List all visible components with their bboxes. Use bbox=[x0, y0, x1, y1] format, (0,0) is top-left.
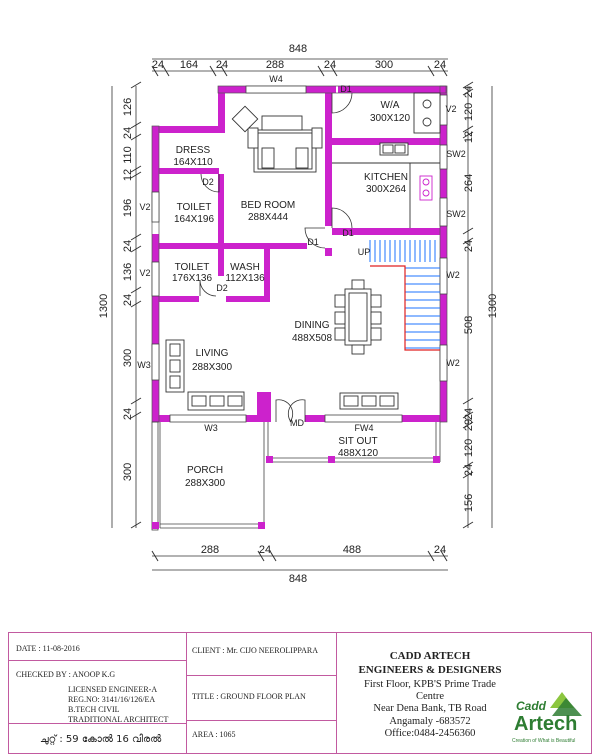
sitout-sofa bbox=[340, 393, 398, 409]
room-size-sitout: 488X120 bbox=[337, 448, 379, 459]
dim-left-seg: 136 bbox=[122, 262, 134, 282]
dim-top-seg: 300 bbox=[374, 59, 394, 71]
room-size-dress: 164X110 bbox=[173, 157, 213, 168]
dim-right-seg: 24 bbox=[463, 463, 475, 477]
room-size-toilet: 164X196 bbox=[173, 214, 215, 225]
room-size-porch: 288X300 bbox=[184, 478, 226, 489]
architect-text: TRADITIONAL ARCHITECT bbox=[68, 715, 169, 724]
room-name-sitout: SIT OUT bbox=[338, 436, 378, 447]
label-w3: W3 bbox=[137, 360, 151, 370]
divider bbox=[336, 632, 337, 754]
room-size-living: 288X300 bbox=[191, 362, 233, 373]
dim-left-seg: 300 bbox=[122, 348, 134, 368]
room-name-wash: WASH bbox=[230, 262, 260, 273]
label-v2: V2 bbox=[445, 104, 457, 114]
label-d1: D1 bbox=[340, 84, 352, 94]
room-size-kitchen: 300X264 bbox=[365, 184, 407, 195]
label-w2: W2 bbox=[446, 270, 460, 280]
company-logo bbox=[512, 686, 590, 748]
bed bbox=[232, 106, 322, 172]
svg-text:Creation of What is Beautiful: Creation of What is Beautiful bbox=[512, 738, 576, 744]
label-md: MD bbox=[290, 418, 304, 428]
room-name-wa: W/A bbox=[380, 100, 400, 111]
label-d2: D2 bbox=[202, 177, 214, 187]
dim-right-seg: 24 bbox=[463, 407, 475, 421]
address-line: First Floor, KPB'S Prime Trade bbox=[364, 679, 496, 690]
dim-top-seg: 24 bbox=[215, 59, 229, 71]
label-up: UP bbox=[357, 247, 371, 257]
label-w2: W2 bbox=[446, 358, 460, 368]
address-line: Office:0484-2456360 bbox=[384, 728, 476, 739]
room-name-porch: PORCH bbox=[186, 465, 224, 476]
checked-by-text: CHECKED BY : ANOOP K.G bbox=[16, 670, 116, 679]
dim-left-seg: 12 bbox=[122, 168, 134, 182]
dim-right-seg: 156 bbox=[463, 493, 475, 513]
room-size-toilet-2: 176X136 bbox=[171, 273, 213, 284]
dim-left-seg: 24 bbox=[122, 126, 134, 140]
room-size-dining: 488X508 bbox=[291, 333, 333, 344]
label-d1: D1 bbox=[307, 237, 319, 247]
address-line: Centre bbox=[416, 691, 444, 702]
dim-left-seg: 126 bbox=[122, 97, 134, 117]
room-name-kitchen: KITCHEN bbox=[364, 172, 408, 183]
dim-right-seg: 12 bbox=[463, 130, 475, 144]
date-text: DATE : 11-08-2016 bbox=[16, 644, 80, 653]
dim-left-seg: 300 bbox=[122, 462, 134, 482]
divider bbox=[8, 660, 186, 661]
dim-right-seg: 24 bbox=[463, 239, 475, 253]
dim-right-seg: 24 bbox=[463, 85, 475, 99]
dim-bottom-seg: 24 bbox=[433, 544, 447, 556]
address-line: Near Dena Bank, TB Road bbox=[373, 703, 487, 714]
label-d2: D2 bbox=[216, 283, 228, 293]
dim-top-seg: 24 bbox=[151, 59, 165, 71]
dining-set bbox=[335, 280, 381, 354]
room-name-dining: DINING bbox=[294, 320, 330, 331]
degree-text: B.TECH CIVIL bbox=[68, 705, 120, 714]
svg-text:Cadd: Cadd bbox=[516, 699, 546, 713]
divider bbox=[186, 720, 336, 721]
label-d1: D1 bbox=[342, 228, 354, 238]
room-name-toilet-2: TOILET bbox=[174, 262, 210, 273]
dim-top-seg: 24 bbox=[323, 59, 337, 71]
porch-outline bbox=[152, 422, 440, 530]
dim-left-seg: 196 bbox=[122, 198, 134, 218]
company-name: CADD ARTECH bbox=[389, 650, 471, 662]
title-text: TITLE : GROUND FLOOR PLAN bbox=[192, 692, 306, 701]
divider bbox=[186, 675, 336, 676]
dim-left-total: 1300 bbox=[98, 293, 110, 319]
dim-right-seg: 120 bbox=[463, 102, 475, 122]
dim-left-seg: 24 bbox=[122, 407, 134, 421]
dim-left-seg: 24 bbox=[122, 293, 134, 307]
room-name-bedroom: BED ROOM bbox=[240, 200, 296, 211]
label-v2: V2 bbox=[139, 202, 151, 212]
dim-right-seg: 264 bbox=[463, 173, 475, 193]
room-size-bedroom: 288X444 bbox=[247, 212, 289, 223]
dim-bottom-seg: 24 bbox=[258, 544, 272, 556]
address-line: Angamaly -683572 bbox=[389, 716, 471, 727]
room-size-wash: 112X136 bbox=[225, 273, 265, 284]
label-w4: W4 bbox=[269, 74, 283, 84]
dim-top-seg: 288 bbox=[265, 59, 285, 71]
svg-text:Artech: Artech bbox=[514, 713, 578, 735]
licensed-text: LICENSED ENGINEER-A bbox=[68, 685, 158, 694]
dim-right-seg: 120 bbox=[463, 438, 475, 458]
label-sw2: SW2 bbox=[446, 209, 466, 219]
label-fw4: FW4 bbox=[354, 423, 374, 433]
reg-text: REG.NO: 3141/16/126/EA bbox=[68, 695, 156, 704]
dim-right-total: 1300 bbox=[487, 293, 499, 319]
room-name-dress: DRESS bbox=[175, 145, 211, 156]
area-text: AREA : 1065 bbox=[192, 730, 236, 739]
dim-top-seg: 164 bbox=[179, 59, 199, 71]
label-sw2: SW2 bbox=[446, 149, 466, 159]
dim-bottom-seg: 288 bbox=[200, 544, 220, 556]
dim-bottom-seg: 488 bbox=[342, 544, 362, 556]
circumference-text: ചുറ്റ് : 59 കോൽ 16 വിരൽ bbox=[40, 734, 162, 745]
divider bbox=[186, 632, 187, 754]
dim-top-seg: 24 bbox=[433, 59, 447, 71]
dim-left-seg: 110 bbox=[122, 146, 134, 164]
dim-right-seg: 508 bbox=[463, 315, 475, 335]
room-name-toilet: TOILET bbox=[176, 202, 212, 213]
client-text: CLIENT : Mr. CIJO NEEROLIPPARA bbox=[192, 646, 319, 655]
dim-right-seg: 29 bbox=[463, 418, 475, 432]
label-w3: W3 bbox=[204, 423, 218, 433]
dim-left-seg: 24 bbox=[122, 239, 134, 253]
dim-top-total: 848 bbox=[288, 43, 308, 55]
room-size-wa: 300X120 bbox=[369, 113, 411, 124]
dim-bottom-total: 848 bbox=[288, 573, 308, 585]
room-name-living: LIVING bbox=[195, 348, 229, 359]
label-v2: V2 bbox=[139, 268, 151, 278]
company-subtitle: ENGINEERS & DESIGNERS bbox=[358, 664, 502, 676]
